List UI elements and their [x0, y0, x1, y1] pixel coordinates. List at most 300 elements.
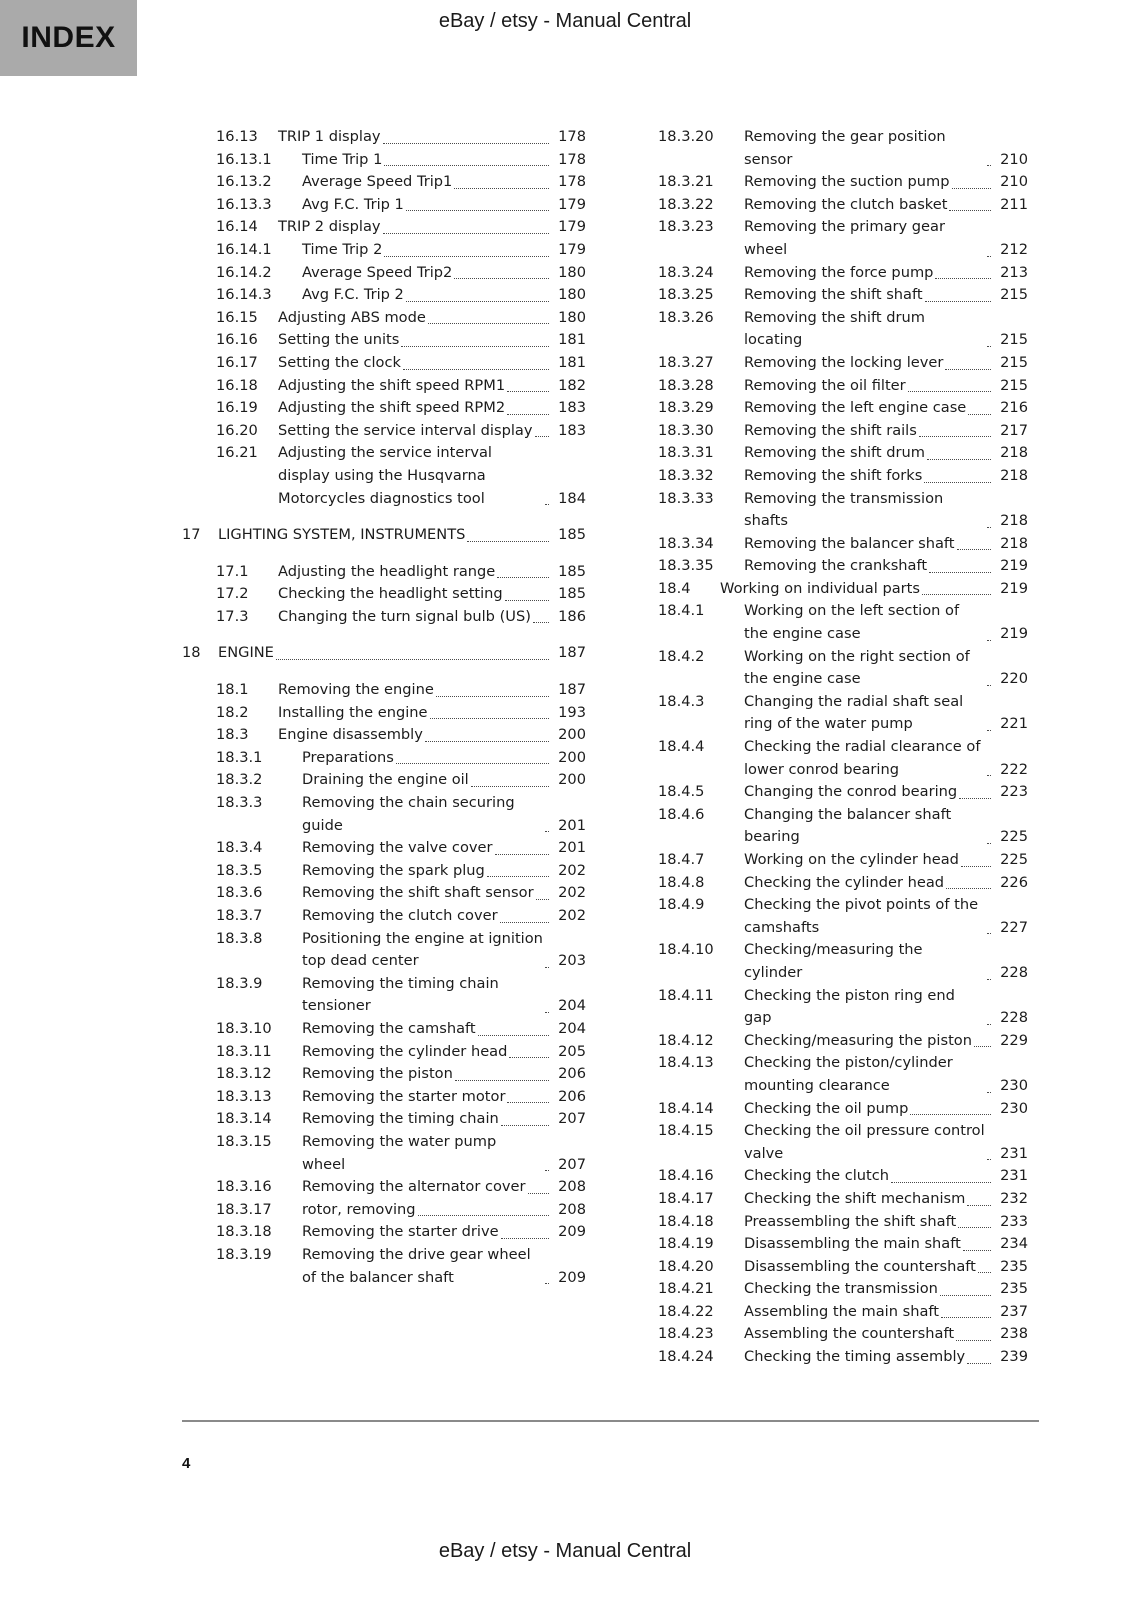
- toc-entry[interactable]: [182, 973, 586, 1018]
- toc-entry-number: 18.3.7: [216, 907, 263, 924]
- toc-entry-title: Checking the cylinder head: [744, 873, 945, 891]
- toc-entry[interactable]: [182, 905, 586, 928]
- toc-leader-dots: [467, 541, 549, 542]
- toc-entry-title: Checking the headlight setting: [278, 585, 503, 603]
- toc-entry-page: 239: [1000, 1348, 1028, 1366]
- toc-entry-page: 178: [558, 150, 586, 168]
- toc-entry-number: 18.3.23: [658, 218, 714, 236]
- toc-entry-number: 17: [182, 526, 201, 544]
- toc-leader-dots: [945, 369, 991, 370]
- toc-entry-number: 18.4.3: [658, 692, 705, 710]
- toc-entry[interactable]: [182, 882, 586, 905]
- toc-leader-dots: [545, 1170, 549, 1171]
- toc-entry-page: 187: [558, 644, 586, 662]
- toc-entry[interactable]: [624, 1233, 1028, 1256]
- toc-entry-page: 201: [558, 816, 586, 834]
- toc-entry[interactable]: [624, 555, 1028, 578]
- toc-leader-dots: [956, 1340, 991, 1341]
- toc-entry-page: 210: [1000, 150, 1028, 168]
- toc-entry[interactable]: [182, 352, 586, 375]
- toc-entry[interactable]: [182, 1086, 586, 1109]
- toc-entry-title: Positioning the engine at ignition top dead center: [302, 929, 548, 970]
- toc-entry-title: Removing the clutch cover: [302, 907, 498, 924]
- toc-entry[interactable]: [624, 126, 1028, 171]
- toc-leader-dots: [987, 1024, 991, 1025]
- toc-entry[interactable]: [182, 860, 586, 883]
- toc-entry[interactable]: [624, 375, 1028, 398]
- toc-leader-dots: [497, 577, 549, 578]
- toc-entry-title: rotor, removing: [302, 1200, 416, 1218]
- toc-entry-number: 16.14.1: [216, 240, 272, 258]
- toc-entry-page: 193: [558, 703, 586, 721]
- toc-entry-page: 231: [1000, 1167, 1028, 1185]
- toc-entry-title: Working on the left section of the engine case: [744, 602, 964, 643]
- toc-entry-page: 185: [558, 562, 586, 580]
- toc-leader-dots: [507, 391, 549, 392]
- toc-entry-page: 205: [558, 1042, 586, 1060]
- toc-entry[interactable]: [182, 239, 586, 262]
- toc-entry[interactable]: [624, 736, 1028, 781]
- toc-entry[interactable]: [624, 804, 1028, 849]
- toc-entry-title: Removing the camshaft: [302, 1019, 476, 1037]
- toc-entry-number: 16.13.2: [216, 173, 272, 191]
- toc-entry[interactable]: [182, 792, 586, 837]
- toc-entry-title: Removing the water pump wheel: [302, 1132, 501, 1173]
- toc-entry[interactable]: [624, 894, 1028, 939]
- toc-leader-dots: [946, 888, 991, 889]
- toc-entry-title: Removing the shift forks: [744, 466, 923, 484]
- toc-leader-dots: [535, 436, 550, 437]
- toc-entry-number: 18.4.9: [658, 896, 705, 914]
- toc-entry-number: 18.2: [216, 703, 249, 721]
- toc-entry-title: Removing the balancer shaft: [744, 534, 955, 552]
- toc-entry[interactable]: [624, 397, 1028, 420]
- toc-entry-title: Avg F.C. Trip 1: [302, 195, 404, 213]
- toc-entry-number: 18.3.20: [658, 128, 714, 145]
- toc-entry[interactable]: [182, 702, 586, 725]
- toc-entry-title: Working on the right section of the engine case: [744, 647, 975, 688]
- toc-entry-title: Removing the spark plug: [302, 861, 485, 879]
- toc-entry-number: 18.3.25: [658, 286, 714, 304]
- toc-entry[interactable]: [624, 1256, 1028, 1279]
- toc-entry[interactable]: [182, 642, 586, 665]
- toc-leader-dots: [276, 659, 549, 660]
- toc-entry-title: ENGINE: [218, 644, 274, 662]
- toc-entry-number: 18.3.19: [216, 1245, 272, 1263]
- toc-entry-number: 18.3.15: [216, 1132, 272, 1150]
- toc-entry-page: 187: [558, 681, 586, 699]
- toc-entry-number: 18.3.10: [216, 1019, 272, 1037]
- toc-entry-title: TRIP 2 display: [278, 218, 381, 236]
- toc-entry-title: Removing the suction pump: [744, 173, 950, 191]
- toc-entry-number: 18.4.2: [658, 647, 705, 665]
- toc-entry-title: Checking the piston/cylinder mounting clearance: [744, 1054, 958, 1094]
- toc-entry-number: 18.3.16: [216, 1178, 272, 1196]
- toc-entry-number: 16.13.3: [216, 195, 272, 213]
- toc-entry-number: 18.4.20: [658, 1257, 714, 1275]
- toc-entry-title: Time Trip 2: [302, 240, 383, 258]
- toc-entry[interactable]: [624, 1301, 1028, 1324]
- toc-leader-dots: [454, 278, 549, 279]
- toc-entry[interactable]: [624, 1052, 1028, 1097]
- toc-entry[interactable]: [182, 1199, 586, 1222]
- toc-leader-dots: [967, 1363, 991, 1364]
- toc-entry[interactable]: [624, 985, 1028, 1030]
- toc-entry[interactable]: [624, 781, 1028, 804]
- toc-entry-number: 18.3.29: [658, 399, 714, 417]
- toc-leader-dots: [406, 210, 549, 211]
- toc-leader-dots: [987, 640, 991, 641]
- toc-entry[interactable]: [624, 1165, 1028, 1188]
- toc-leader-dots: [383, 143, 549, 144]
- toc-entry-number: 18.3.22: [658, 195, 714, 213]
- toc-entry[interactable]: [182, 606, 586, 629]
- toc-entry[interactable]: [624, 1030, 1028, 1053]
- toc-leader-dots: [428, 323, 549, 324]
- toc-entry-title: Preassembling the shift shaft: [744, 1212, 957, 1230]
- toc-entry[interactable]: [182, 1244, 586, 1289]
- toc-leader-dots: [418, 1215, 549, 1216]
- toc-entry-number: 18.3.33: [658, 489, 714, 507]
- toc-entry[interactable]: [182, 442, 586, 510]
- toc-entry[interactable]: [182, 1018, 586, 1041]
- toc-entry-page: 208: [558, 1178, 586, 1196]
- toc-entry-number: 18.3.8: [216, 929, 263, 947]
- toc-entry[interactable]: [624, 284, 1028, 307]
- toc-entry-title: Checking the clutch: [744, 1167, 890, 1185]
- toc-leader-dots: [545, 1283, 549, 1284]
- toc-entry-number: 18.3.17: [216, 1200, 272, 1218]
- toc-entry[interactable]: [182, 397, 586, 420]
- toc-entry-page: 219: [1000, 557, 1028, 575]
- toc-entry-number: 18.3.5: [216, 861, 263, 879]
- toc-entry-title: Removing the shift drum locating: [744, 308, 930, 349]
- toc-leader-dots: [500, 922, 549, 923]
- toc-entry-page: 215: [1000, 286, 1028, 304]
- toc-entry-number: 16.15: [216, 308, 258, 326]
- toc-entry-page: 220: [1000, 670, 1028, 688]
- toc-entry-title: Checking the piston ring end gap: [744, 986, 960, 1027]
- toc-entry-page: 218: [1000, 534, 1028, 552]
- toc-entry[interactable]: [182, 561, 586, 584]
- toc-entry[interactable]: [182, 307, 586, 330]
- toc-entry[interactable]: [182, 747, 586, 770]
- toc-entry-title: Removing the crankshaft: [744, 557, 928, 575]
- toc-entry-number: 18.4.5: [658, 783, 705, 801]
- toc-entry-title: Working on individual parts: [720, 579, 920, 597]
- toc-entry-page: 226: [1000, 873, 1028, 891]
- toc-leader-dots: [929, 572, 991, 573]
- toc-entry[interactable]: [624, 600, 1028, 645]
- toc-entry-title: Changing the conrod bearing: [744, 783, 958, 801]
- toc-entry[interactable]: [182, 284, 586, 307]
- toc-entry[interactable]: [182, 171, 586, 194]
- toc-leader-dots: [935, 278, 991, 279]
- toc-entry[interactable]: [182, 375, 586, 398]
- toc-leader-dots: [430, 718, 549, 719]
- toc-entry-title: Assembling the main shaft: [744, 1302, 939, 1320]
- toc-entry-page: 185: [558, 526, 586, 544]
- toc-entry[interactable]: [624, 171, 1028, 194]
- toc-entry-title: Removing the gear position sensor: [744, 128, 951, 168]
- toc-entry-number: 18.3.21: [658, 173, 714, 191]
- toc-entry-number: 16.14.3: [216, 286, 272, 304]
- toc-entry[interactable]: [182, 928, 586, 973]
- toc-entry-page: 181: [558, 331, 586, 349]
- toc-entry[interactable]: [182, 149, 586, 172]
- toc-entry-number: 18.4.18: [658, 1212, 714, 1230]
- toc-entry-page: 215: [1000, 376, 1028, 394]
- toc-entry-page: 203: [558, 952, 586, 970]
- toc-leader-dots: [919, 436, 991, 437]
- toc-leader-dots: [987, 933, 991, 934]
- toc-entry-page: 235: [1000, 1280, 1028, 1298]
- toc-entry[interactable]: [182, 1041, 586, 1064]
- toc-entry-title: Checking the timing assembly: [744, 1348, 966, 1366]
- toc-entry-title: Average Speed Trip1: [302, 173, 453, 191]
- toc-entry-number: 16.14.2: [216, 263, 272, 281]
- toc-entry-title: Checking the oil pressure control valve: [744, 1122, 990, 1162]
- toc-entry[interactable]: [182, 194, 586, 217]
- toc-entry-title: Adjusting ABS mode: [278, 308, 426, 326]
- toc-entry-title: Removing the drive gear wheel of the balancer shaft: [302, 1245, 536, 1286]
- toc-entry[interactable]: [624, 578, 1028, 601]
- toc-leader-dots: [436, 696, 549, 697]
- toc-entry-number: 17.1: [216, 562, 249, 580]
- toc-entry[interactable]: [182, 1221, 586, 1244]
- toc-entry[interactable]: [624, 1188, 1028, 1211]
- toc-entry[interactable]: [182, 769, 586, 792]
- toc-entry-page: 222: [1000, 760, 1028, 778]
- toc-entry-page: 233: [1000, 1212, 1028, 1230]
- toc-entry-number: 18.4.10: [658, 941, 714, 959]
- toc-entry[interactable]: [182, 679, 586, 702]
- toc-leader-dots: [940, 1295, 991, 1296]
- toc-entry-page: 225: [1000, 851, 1028, 868]
- toc-entry-title: Setting the clock: [278, 353, 401, 371]
- toc-leader-dots: [425, 741, 549, 742]
- toc-entry-title: Removing the locking lever: [744, 353, 944, 371]
- toc-entry-page: 210: [1000, 173, 1028, 191]
- toc-entry-number: 18.4.14: [658, 1099, 714, 1117]
- toc-entry[interactable]: [182, 126, 586, 149]
- toc-entry-page: 202: [558, 907, 586, 924]
- toc-entry-page: 234: [1000, 1235, 1028, 1253]
- toc-entry[interactable]: [182, 837, 586, 860]
- toc-entry[interactable]: [624, 1098, 1028, 1121]
- toc-entry[interactable]: [182, 216, 586, 239]
- toc-entry-page: 180: [558, 286, 586, 304]
- toc-entry[interactable]: [624, 262, 1028, 285]
- toc-leader-dots: [545, 831, 549, 832]
- toc-entry-number: 18.3.9: [216, 974, 263, 992]
- toc-entry[interactable]: [182, 1108, 586, 1131]
- toc-entry-page: 230: [1000, 1076, 1028, 1094]
- toc-entry-number: 18.4.6: [658, 805, 705, 823]
- toc-entry-title: Checking the oil pump: [744, 1099, 909, 1117]
- toc-entry-number: 17.2: [216, 585, 249, 603]
- toc-entry[interactable]: [624, 352, 1028, 375]
- toc-entry-title: Adjusting the shift speed RPM1: [278, 376, 506, 394]
- toc-entry-page: 181: [558, 353, 586, 371]
- toc-entry[interactable]: [624, 691, 1028, 736]
- toc-entry[interactable]: [182, 1131, 586, 1176]
- toc-entry[interactable]: [624, 216, 1028, 261]
- toc-entry-number: 18.1: [216, 681, 249, 699]
- toc-entry-page: 206: [558, 1065, 586, 1083]
- toc-entry-number: 18.3: [216, 726, 249, 744]
- toc-entry-title: Removing the oil filter: [744, 376, 906, 394]
- toc-entry-number: 18.4.8: [658, 873, 705, 891]
- toc-leader-dots: [384, 256, 549, 257]
- toc-entry-number: 18.4.22: [658, 1302, 714, 1320]
- toc-entry[interactable]: [182, 1063, 586, 1086]
- toc-entry-title: Engine disassembly: [278, 726, 423, 744]
- toc-leader-dots: [961, 866, 991, 867]
- toc-entry[interactable]: [182, 583, 586, 606]
- toc-entry-title: Removing the left engine case: [744, 399, 967, 417]
- toc-entry[interactable]: [182, 420, 586, 443]
- toc-leader-dots: [509, 1057, 549, 1058]
- toc-entry-number: 18.3.11: [216, 1042, 272, 1060]
- toc-entry-title: Checking the shift mechanism: [744, 1189, 966, 1207]
- toc-entry[interactable]: [624, 307, 1028, 352]
- toc-leader-dots: [987, 979, 991, 980]
- toc-entry-page: 209: [558, 1223, 586, 1241]
- toc-entry[interactable]: [624, 1278, 1028, 1301]
- toc-leader-dots: [925, 301, 991, 302]
- toc-leader-dots: [968, 414, 991, 415]
- toc-entry[interactable]: [624, 939, 1028, 984]
- toc-leader-dots: [949, 210, 991, 211]
- toc-entry-number: 18.3.27: [658, 353, 714, 371]
- toc-entry-number: 18.4.17: [658, 1189, 714, 1207]
- toc-leader-dots: [501, 1238, 549, 1239]
- toc-leader-dots: [963, 1250, 991, 1251]
- toc-leader-dots: [891, 1182, 991, 1183]
- toc-leader-dots: [958, 1227, 991, 1228]
- toc-entry-page: 238: [1000, 1325, 1028, 1343]
- toc-entry-title: Removing the engine: [278, 681, 434, 699]
- toc-entry[interactable]: [624, 488, 1028, 533]
- toc-entry-page: 209: [558, 1268, 586, 1286]
- toc-leader-dots: [908, 391, 991, 392]
- toc-entry-title: Removing the starter motor: [302, 1087, 506, 1105]
- toc-entry[interactable]: [624, 646, 1028, 691]
- toc-leader-dots: [987, 527, 991, 528]
- toc-entry[interactable]: [624, 849, 1028, 872]
- toc-entry-title: Changing the radial shaft seal ring of the water pump: [744, 692, 968, 733]
- toc-entry-page: 218: [1000, 512, 1028, 530]
- toc-entry-title: Setting the units: [278, 331, 400, 349]
- toc-entry-page: 200: [558, 771, 586, 789]
- toc-leader-dots: [501, 1125, 549, 1126]
- toc-entry-number: 18.4.15: [658, 1122, 714, 1140]
- toc-entry[interactable]: [624, 1120, 1028, 1165]
- toc-leader-dots: [406, 301, 549, 302]
- toc-entry-page: 218: [1000, 444, 1028, 462]
- toc-entry[interactable]: [182, 724, 586, 747]
- toc-leader-dots: [987, 346, 991, 347]
- toc-leader-dots: [987, 843, 991, 844]
- toc-leader-dots: [978, 1272, 991, 1273]
- toc-leader-dots: [533, 622, 549, 623]
- toc-entry-number: 16.16: [216, 331, 258, 349]
- toc-entry[interactable]: [182, 262, 586, 285]
- toc-entry[interactable]: [624, 1346, 1028, 1369]
- toc-entry-page: 204: [558, 1019, 586, 1037]
- toc-entry[interactable]: [624, 1323, 1028, 1346]
- toc-column-left: [182, 126, 586, 1369]
- toc-entry-number: 18.3.14: [216, 1110, 272, 1128]
- toc-entry-title: Draining the engine oil: [302, 771, 469, 789]
- toc-leader-dots: [471, 786, 549, 787]
- toc-entry-title: Changing the balancer shaft bearing: [744, 805, 956, 846]
- table-of-contents: [0, 126, 1130, 1369]
- toc-entry-page: 231: [1000, 1144, 1028, 1162]
- toc-entry-number: 18.4.12: [658, 1031, 714, 1049]
- toc-leader-dots: [396, 763, 549, 764]
- toc-entry[interactable]: [624, 420, 1028, 443]
- toc-entry-page: 179: [558, 218, 586, 236]
- toc-entry-page: 228: [1000, 1009, 1028, 1027]
- toc-entry-number: 18.4.1: [658, 602, 705, 620]
- toc-entry-number: 18.4.7: [658, 851, 705, 868]
- toc-entry-number: 18.3.12: [216, 1065, 272, 1083]
- toc-entry-number: 16.18: [216, 376, 258, 394]
- toc-entry-number: 18.3.26: [658, 308, 714, 326]
- toc-entry-title: Removing the shift shaft: [744, 286, 923, 304]
- toc-leader-dots: [507, 1102, 549, 1103]
- toc-entry-title: Average Speed Trip2: [302, 263, 453, 281]
- toc-entry[interactable]: [624, 1211, 1028, 1234]
- toc-leader-dots: [403, 369, 549, 370]
- toc-entry-page: 204: [558, 997, 586, 1015]
- toc-entry-title: Removing the shift drum: [744, 444, 925, 462]
- toc-entry-page: 179: [558, 240, 586, 258]
- toc-entry-page: 183: [558, 399, 586, 417]
- toc-entry-title: Removing the force pump: [744, 263, 934, 281]
- toc-entry-page: 228: [1000, 963, 1028, 981]
- toc-entry-title: Removing the chain securing guide: [302, 794, 520, 834]
- toc-entry-number: 18.4.23: [658, 1325, 714, 1343]
- toc-entry-page: 237: [1000, 1302, 1028, 1320]
- footer-watermark: eBay / etsy - Manual Central: [438, 1540, 692, 1562]
- toc-entry[interactable]: [624, 872, 1028, 895]
- toc-entry-page: 223: [1000, 783, 1028, 801]
- toc-entry-page: 227: [1000, 918, 1028, 936]
- toc-leader-dots: [401, 346, 549, 347]
- toc-entry-page: 219: [1000, 625, 1028, 643]
- toc-entry-number: 16.21: [216, 444, 258, 462]
- toc-leader-dots: [987, 165, 991, 166]
- toc-entry-page: 218: [1000, 466, 1028, 484]
- toc-entry[interactable]: [624, 465, 1028, 488]
- toc-entry[interactable]: [182, 524, 586, 547]
- toc-entry-title: Removing the transmission shafts: [744, 489, 948, 530]
- toc-entry-number: 18.3.4: [216, 839, 263, 857]
- toc-entry[interactable]: [182, 329, 586, 352]
- toc-leader-dots: [383, 233, 549, 234]
- toc-entry[interactable]: [624, 533, 1028, 556]
- toc-entry-number: 18.3.28: [658, 376, 714, 394]
- toc-entry[interactable]: [624, 194, 1028, 217]
- toc-entry[interactable]: [182, 1176, 586, 1199]
- toc-entry-title: Installing the engine: [278, 703, 428, 721]
- toc-entry-number: 18.3.6: [216, 884, 263, 902]
- toc-entry[interactable]: [624, 442, 1028, 465]
- toc-leader-dots: [528, 1193, 549, 1194]
